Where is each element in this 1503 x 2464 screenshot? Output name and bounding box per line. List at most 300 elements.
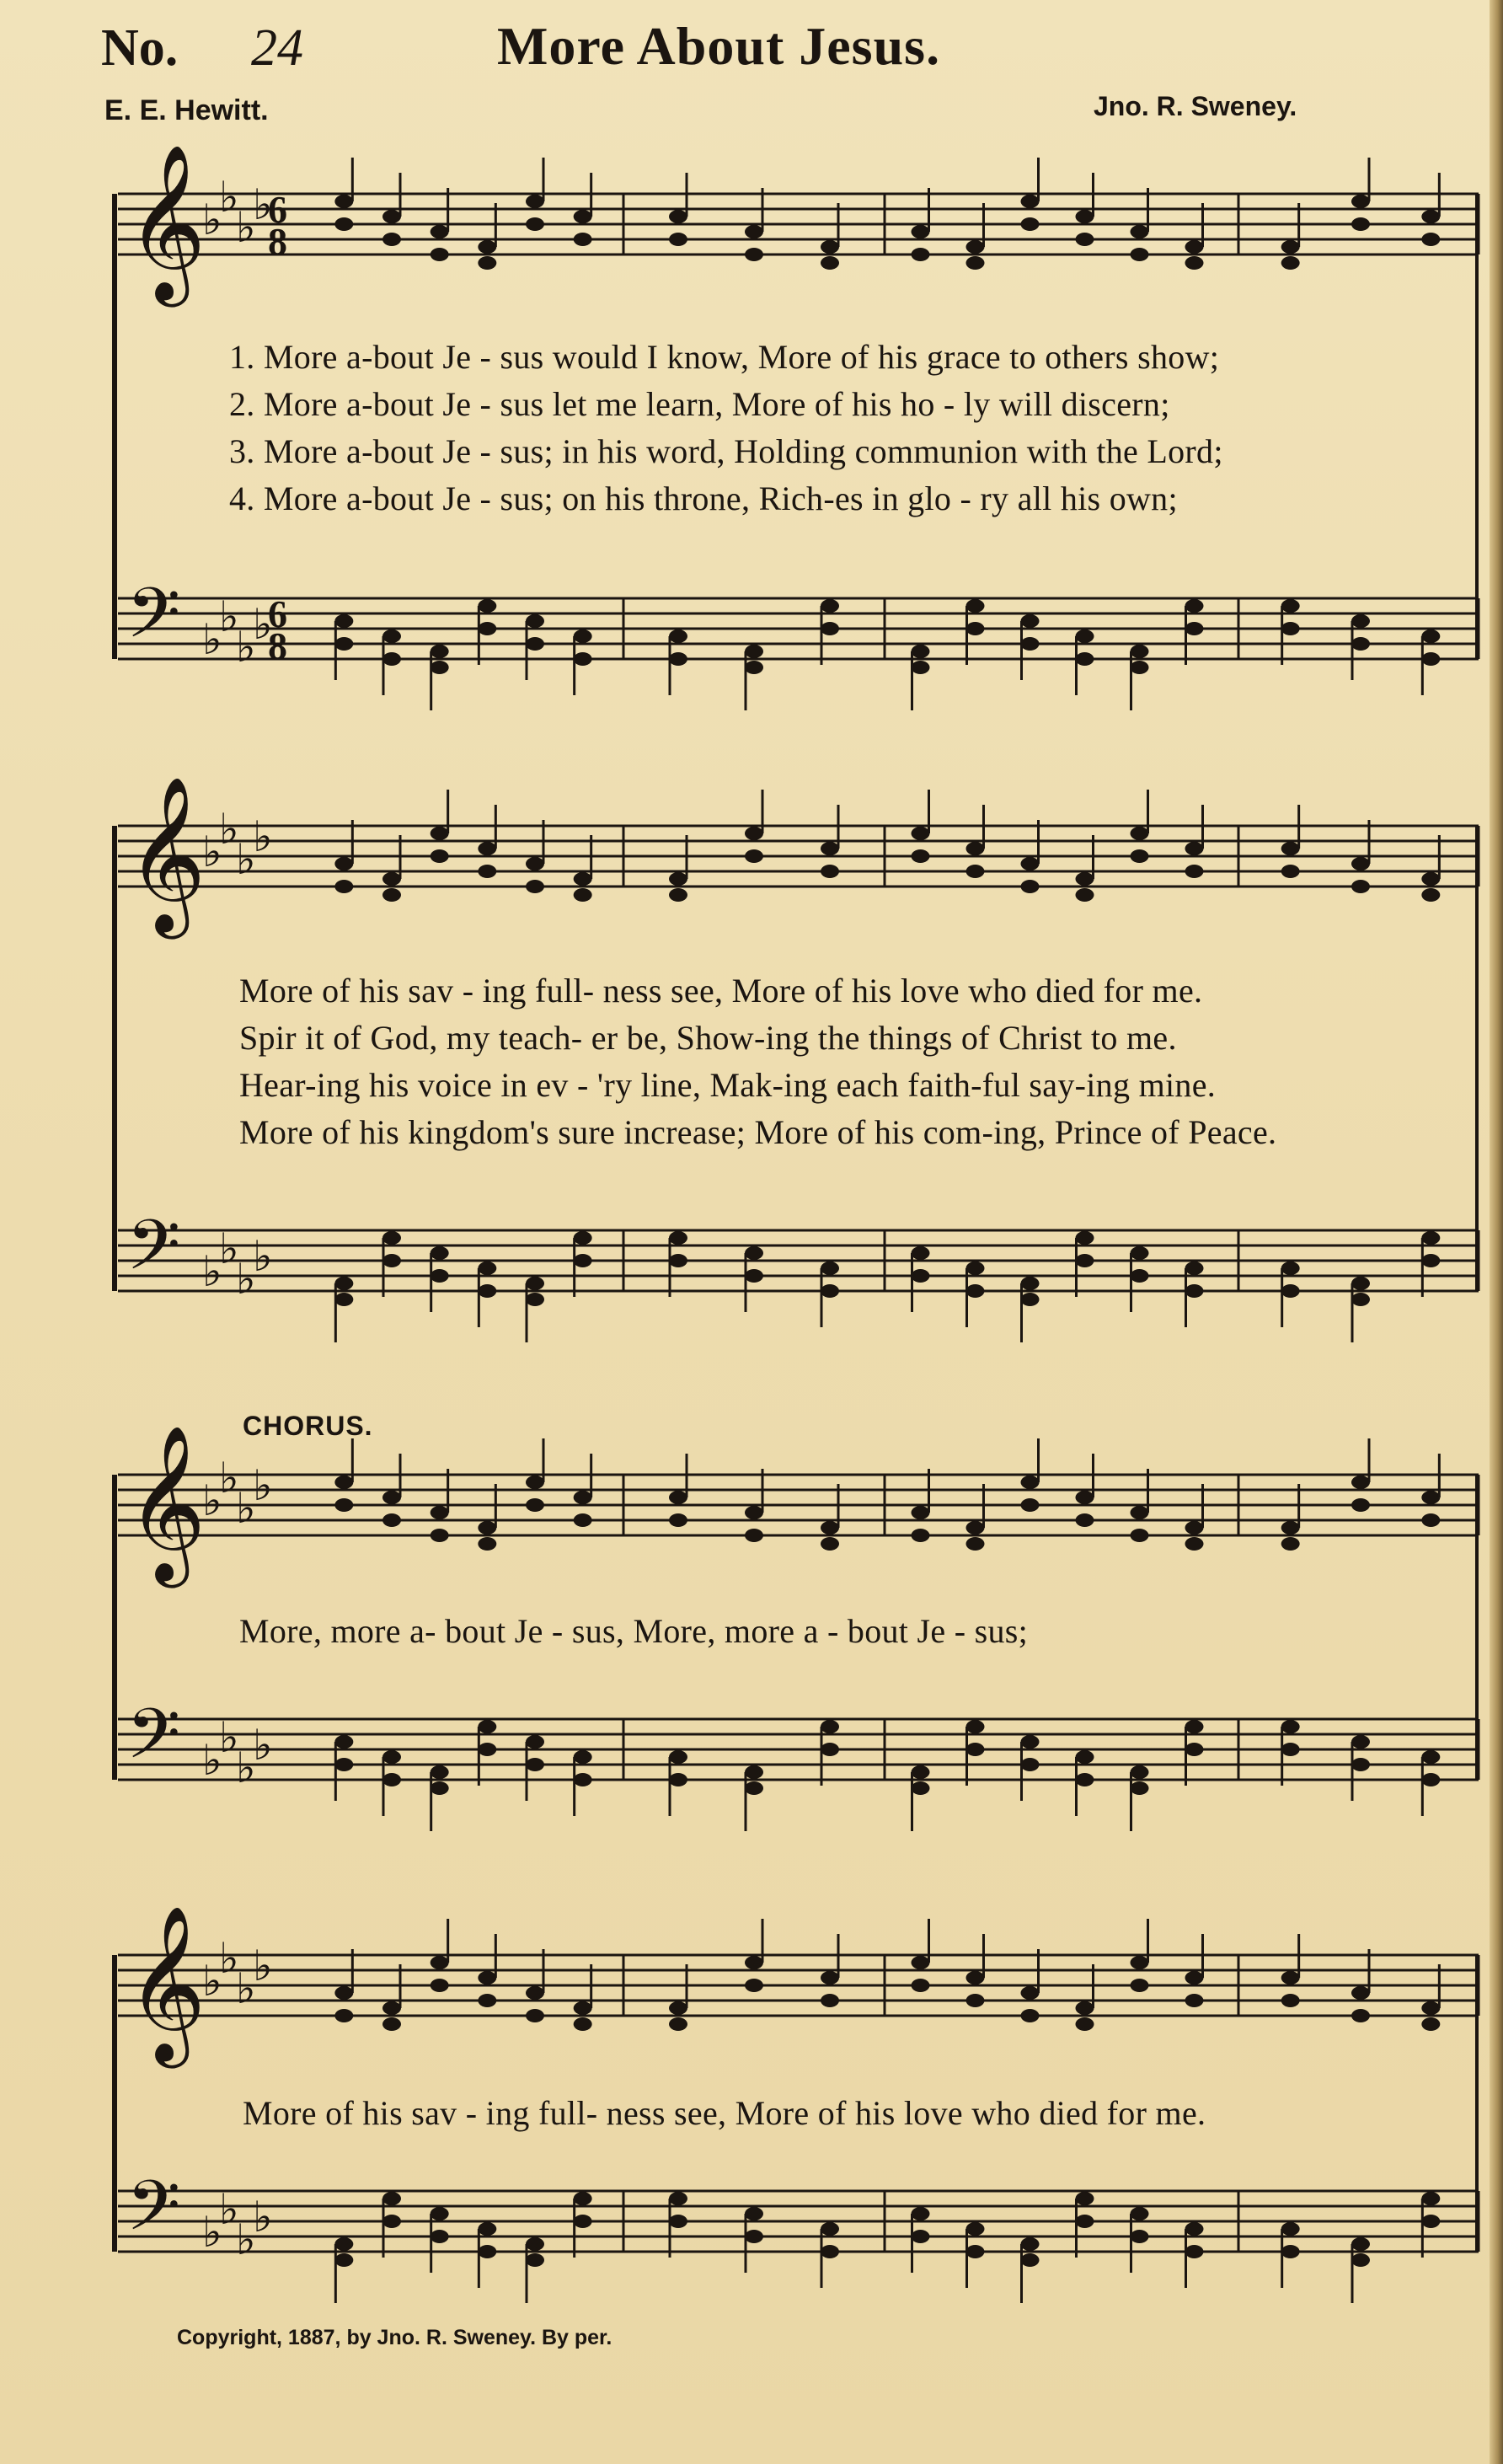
note-head: [478, 1261, 496, 1275]
note-head: [1281, 2245, 1300, 2258]
note-head: [334, 614, 353, 628]
note-head: [966, 622, 985, 635]
note-head: [1351, 1758, 1370, 1771]
note-head: [1351, 637, 1370, 651]
note-head: [1421, 210, 1440, 223]
note-head: [1281, 1284, 1300, 1298]
note-head: [431, 1781, 449, 1795]
note-head: [1421, 233, 1440, 246]
time-signature-bottom: 8: [268, 624, 287, 667]
note-head: [912, 1529, 930, 1542]
note-head: [1281, 1971, 1300, 1985]
note-head: [1076, 1231, 1094, 1245]
note-head: [1281, 256, 1300, 270]
note-head: [1185, 1743, 1204, 1756]
note-head: [526, 1498, 544, 1512]
flat-icon: ♭: [219, 1454, 239, 1503]
note-head: [1281, 842, 1300, 855]
system-4-bass-staff: [0, 2166, 1503, 2292]
note-head: [1021, 614, 1040, 628]
note-head: [1076, 629, 1094, 643]
note-head: [669, 629, 687, 643]
note-head: [431, 849, 449, 863]
note-head: [1421, 1773, 1440, 1786]
note-head: [912, 1979, 930, 1992]
note-head: [334, 2237, 353, 2251]
note-head: [526, 1476, 544, 1489]
note-head: [1131, 2207, 1149, 2220]
note-head: [912, 2230, 930, 2243]
flat-icon: ♭: [202, 1736, 222, 1785]
verse-1-line-1: 1. More a-bout Je - sus would I know, More of his grace to others show;: [229, 338, 1220, 376]
note-head: [1131, 1765, 1149, 1779]
note-head: [334, 217, 353, 231]
note-head: [1351, 2237, 1370, 2251]
verse-3-line-2: Hear-ing his voice in ev - 'ry line, Mak-ing each faith-ful say-ing mine.: [239, 1066, 1217, 1104]
note-head: [574, 652, 592, 666]
flat-icon: ♭: [253, 2193, 273, 2242]
note-head: [1076, 1491, 1094, 1504]
system-end-bar: [1475, 194, 1479, 659]
note-head: [574, 1254, 592, 1267]
note-head: [1185, 1537, 1204, 1551]
note-head: [574, 2215, 592, 2228]
note-head: [1076, 2001, 1094, 2015]
note-head: [912, 2207, 930, 2220]
note-head: [431, 248, 449, 261]
hymn-number: 24: [251, 19, 303, 77]
note-head: [431, 661, 449, 674]
flat-icon: ♭: [236, 835, 256, 884]
note-head: [1281, 1521, 1300, 1535]
note-head: [334, 880, 353, 893]
note-head: [334, 857, 353, 870]
note-head: [912, 1765, 930, 1779]
note-head: [745, 2230, 763, 2243]
note-head: [1021, 2253, 1040, 2267]
flat-icon: ♭: [202, 615, 222, 664]
note-head: [821, 599, 839, 613]
note-head: [1076, 210, 1094, 223]
note-head: [478, 1537, 496, 1551]
note-head: [1185, 256, 1204, 270]
note-head: [1421, 872, 1440, 886]
note-head: [1281, 240, 1300, 254]
note-head: [966, 1743, 985, 1756]
note-head: [1351, 1735, 1370, 1749]
note-head: [1185, 240, 1204, 254]
note-head: [526, 1277, 544, 1290]
note-head: [669, 233, 687, 246]
bass-clef-icon: 𝄢: [126, 1204, 181, 1303]
note-head: [1421, 2017, 1440, 2031]
note-head: [382, 2017, 401, 2031]
note-head: [526, 1293, 544, 1306]
note-head: [1021, 1498, 1040, 1512]
note-head: [1185, 2222, 1204, 2236]
note-head: [382, 2215, 401, 2228]
note-head: [1421, 1513, 1440, 1527]
flat-icon: ♭: [253, 1942, 273, 1990]
note-head: [912, 1781, 930, 1795]
treble-clef-icon: 𝄞: [126, 1423, 206, 1581]
note-head: [1131, 827, 1149, 840]
note-head: [1021, 1476, 1040, 1489]
note-head: [1021, 1277, 1040, 1290]
note-head: [1131, 1246, 1149, 1260]
note-head: [574, 2017, 592, 2031]
note-head: [478, 599, 496, 613]
note-head: [745, 1765, 763, 1779]
note-head: [431, 2207, 449, 2220]
note-head: [382, 2192, 401, 2205]
note-head: [912, 827, 930, 840]
note-head: [745, 248, 763, 261]
system-bracket: [112, 194, 117, 659]
flat-icon: ♭: [202, 1957, 222, 2006]
note-head: [745, 1979, 763, 1992]
note-head: [478, 2245, 496, 2258]
note-head: [1185, 1284, 1204, 1298]
note-head: [526, 857, 544, 870]
note-head: [1131, 661, 1149, 674]
flat-icon: ♭: [219, 173, 239, 222]
flat-icon: ♭: [236, 623, 256, 672]
note-head: [912, 1246, 930, 1260]
note-head: [382, 1773, 401, 1786]
note-head: [669, 2017, 687, 2031]
note-head: [1281, 1261, 1300, 1275]
note-head: [1281, 599, 1300, 613]
note-head: [1421, 1491, 1440, 1504]
note-head: [1351, 857, 1370, 870]
note-head: [1021, 857, 1040, 870]
note-head: [669, 872, 687, 886]
note-head: [478, 256, 496, 270]
note-head: [526, 2253, 544, 2267]
note-head: [1076, 2192, 1094, 2205]
note-head: [912, 645, 930, 658]
note-head: [431, 1956, 449, 1969]
note-head: [1281, 622, 1300, 635]
system-bracket: [112, 826, 117, 1291]
note-head: [1351, 1476, 1370, 1489]
note-head: [1021, 2237, 1040, 2251]
bass-clef-icon: 𝄢: [126, 2165, 181, 2263]
note-head: [966, 2222, 985, 2236]
note-head: [334, 1498, 353, 1512]
note-head: [1185, 1261, 1204, 1275]
treble-clef-icon: 𝄞: [126, 774, 206, 932]
note-head: [1351, 2253, 1370, 2267]
note-head: [1185, 1994, 1204, 2007]
system-bracket: [112, 1955, 117, 2252]
system-end-bar: [1475, 1475, 1479, 1780]
note-head: [1131, 2230, 1149, 2243]
note-head: [669, 1231, 687, 1245]
note-head: [431, 645, 449, 658]
flat-icon: ♭: [253, 1461, 273, 1510]
note-head: [912, 1956, 930, 1969]
note-head: [1076, 1750, 1094, 1764]
note-head: [745, 1269, 763, 1283]
flat-icon: ♭: [202, 2208, 222, 2257]
note-head: [526, 614, 544, 628]
note-head: [912, 661, 930, 674]
note-head: [431, 2230, 449, 2243]
note-head: [669, 1491, 687, 1504]
note-head: [478, 1720, 496, 1733]
note-head: [1351, 1277, 1370, 1290]
bass-clef-icon: 𝄢: [126, 1693, 181, 1792]
note-head: [1281, 2222, 1300, 2236]
note-head: [821, 842, 839, 855]
note-head: [912, 248, 930, 261]
note-head: [1131, 1956, 1149, 1969]
note-head: [574, 1513, 592, 1527]
note-head: [966, 1720, 985, 1733]
note-head: [1185, 1720, 1204, 1733]
composer: Jno. R. Sweney.: [1094, 91, 1297, 121]
note-head: [1421, 1750, 1440, 1764]
note-head: [431, 1269, 449, 1283]
note-head: [745, 645, 763, 658]
bass-clef-icon: 𝄢: [126, 572, 181, 671]
note-head: [912, 225, 930, 238]
note-head: [821, 622, 839, 635]
note-head: [574, 872, 592, 886]
system-3-bass-staff: [0, 1694, 1503, 1820]
note-head: [1351, 1293, 1370, 1306]
note-head: [1131, 248, 1149, 261]
note-head: [1131, 1979, 1149, 1992]
note-head: [478, 842, 496, 855]
hymn-title: More About Jesus.: [497, 16, 941, 76]
chorus-line-1: More, more a- bout Je - sus, More, more a - bout Je - sus;: [239, 1612, 1029, 1650]
flat-icon: ♭: [219, 592, 239, 641]
system-1-bass-staff: [0, 573, 1503, 699]
flat-icon: ♭: [236, 1744, 256, 1792]
note-head: [478, 1743, 496, 1756]
note-head: [431, 1246, 449, 1260]
note-head: [431, 1529, 449, 1542]
flat-icon: ♭: [236, 203, 256, 252]
note-head: [1351, 880, 1370, 893]
note-head: [821, 1720, 839, 1733]
note-head: [1351, 1986, 1370, 2000]
system-end-bar: [1475, 1955, 1479, 2252]
note-head: [431, 1765, 449, 1779]
verse-2-line-2: Spir it of God, my teach- er be, Show-ing the things of Christ to me.: [239, 1019, 1177, 1057]
note-head: [669, 1750, 687, 1764]
note-head: [669, 210, 687, 223]
flat-icon: ♭: [219, 1934, 239, 1983]
note-head: [1281, 1743, 1300, 1756]
system-end-bar: [1475, 826, 1479, 1291]
flat-icon: ♭: [253, 812, 273, 861]
note-head: [478, 1284, 496, 1298]
note-head: [382, 888, 401, 902]
note-head: [382, 652, 401, 666]
note-head: [912, 1269, 930, 1283]
note-head: [1185, 1971, 1204, 1985]
note-head: [1281, 1994, 1300, 2007]
verse-4-line-2: More of his kingdom's sure increase; More of his com-ing, Prince of Peace.: [239, 1113, 1277, 1151]
note-head: [669, 1254, 687, 1267]
hymn-number-prefix: No.: [101, 19, 179, 77]
note-head: [821, 1261, 839, 1275]
time-signature-bottom: 8: [268, 220, 287, 263]
note-head: [382, 1513, 401, 1527]
note-head: [821, 2245, 839, 2258]
flat-icon: ♭: [202, 1247, 222, 1296]
note-head: [1421, 652, 1440, 666]
note-head: [912, 849, 930, 863]
note-head: [745, 2207, 763, 2220]
note-head: [431, 827, 449, 840]
note-head: [1021, 1758, 1040, 1771]
flat-icon: ♭: [202, 828, 222, 876]
note-head: [966, 1971, 985, 1985]
chorus-line-2: More of his sav - ing full- ness see, More of his love who died for me.: [243, 2094, 1206, 2132]
note-head: [1281, 1537, 1300, 1551]
verse-1-line-2: More of his sav - ing full- ness see, More of his love who died for me.: [239, 972, 1203, 1010]
note-head: [745, 827, 763, 840]
note-head: [1021, 1293, 1040, 1306]
note-head: [821, 1521, 839, 1535]
note-head: [669, 1773, 687, 1786]
note-head: [382, 2001, 401, 2015]
note-head: [1131, 1506, 1149, 1519]
flat-icon: ♭: [253, 1232, 273, 1281]
note-head: [574, 233, 592, 246]
note-head: [382, 1491, 401, 1504]
note-head: [1185, 1521, 1204, 1535]
note-head: [478, 1994, 496, 2007]
note-head: [478, 865, 496, 878]
note-head: [1021, 1735, 1040, 1749]
flat-icon: ♭: [219, 2185, 239, 2234]
note-head: [382, 210, 401, 223]
note-head: [821, 2222, 839, 2236]
note-head: [1021, 217, 1040, 231]
system-4-treble-staff: [0, 1904, 1503, 2061]
note-head: [431, 1506, 449, 1519]
note-head: [1351, 1498, 1370, 1512]
note-head: [669, 1513, 687, 1527]
note-head: [526, 1758, 544, 1771]
note-head: [1131, 645, 1149, 658]
note-head: [966, 1537, 985, 1551]
note-head: [669, 2001, 687, 2015]
system-bracket: [112, 1475, 117, 1780]
note-head: [478, 1971, 496, 1985]
note-head: [1076, 2215, 1094, 2228]
verse-2-line-1: 2. More a-bout Je - sus let me learn, More of his ho - ly will discern;: [229, 385, 1170, 423]
treble-clef-icon: 𝄞: [126, 142, 206, 300]
note-head: [1131, 1529, 1149, 1542]
verse-3-line-1: 3. More a-bout Je - sus; in his word, Holding communion with the Lord;: [229, 432, 1223, 470]
note-head: [526, 2009, 544, 2022]
note-head: [334, 1293, 353, 1306]
note-head: [1281, 1720, 1300, 1733]
note-head: [334, 637, 353, 651]
note-head: [1421, 2192, 1440, 2205]
note-head: [669, 2192, 687, 2205]
note-head: [334, 2253, 353, 2267]
note-head: [334, 1986, 353, 2000]
note-head: [574, 2192, 592, 2205]
note-head: [1131, 1269, 1149, 1283]
chorus-label: CHORUS.: [243, 1411, 373, 1441]
flat-icon: ♭: [219, 805, 239, 854]
note-head: [966, 1521, 985, 1535]
note-head: [1185, 865, 1204, 878]
note-head: [1021, 1986, 1040, 2000]
note-head: [1076, 1513, 1094, 1527]
flat-icon: ♭: [202, 196, 222, 244]
note-head: [1131, 849, 1149, 863]
note-head: [1421, 888, 1440, 902]
note-head: [1421, 2001, 1440, 2015]
note-head: [478, 240, 496, 254]
note-head: [574, 210, 592, 223]
note-head: [669, 888, 687, 902]
note-head: [1076, 1773, 1094, 1786]
note-head: [745, 849, 763, 863]
note-head: [478, 622, 496, 635]
note-head: [334, 2009, 353, 2022]
note-head: [669, 652, 687, 666]
note-head: [334, 1758, 353, 1771]
note-head: [334, 1476, 353, 1489]
note-head: [574, 629, 592, 643]
flat-icon: ♭: [236, 1255, 256, 1304]
note-head: [1021, 880, 1040, 893]
note-head: [912, 1506, 930, 1519]
note-head: [966, 599, 985, 613]
note-head: [1421, 629, 1440, 643]
note-head: [1185, 842, 1204, 855]
note-head: [1421, 1231, 1440, 1245]
note-head: [334, 195, 353, 208]
note-head: [966, 240, 985, 254]
note-head: [1076, 233, 1094, 246]
system-2-bass-staff: [0, 1205, 1503, 1331]
note-head: [1076, 872, 1094, 886]
note-head: [382, 872, 401, 886]
treble-clef-icon: 𝄞: [126, 1904, 206, 2061]
note-head: [382, 1254, 401, 1267]
note-head: [821, 240, 839, 254]
note-head: [1076, 1254, 1094, 1267]
note-head: [382, 1750, 401, 1764]
flat-icon: ♭: [236, 1484, 256, 1533]
note-head: [431, 1979, 449, 1992]
note-head: [669, 2215, 687, 2228]
note-head: [526, 1986, 544, 2000]
note-head: [821, 1971, 839, 1985]
note-head: [1351, 2009, 1370, 2022]
note-head: [821, 256, 839, 270]
note-head: [745, 1246, 763, 1260]
note-head: [745, 1781, 763, 1795]
note-head: [821, 1994, 839, 2007]
note-head: [1421, 1254, 1440, 1267]
note-head: [821, 1537, 839, 1551]
verse-4-line-1: 4. More a-bout Je - sus; on his throne, Rich-es in glo - ry all his own;: [229, 479, 1178, 517]
note-head: [574, 2001, 592, 2015]
